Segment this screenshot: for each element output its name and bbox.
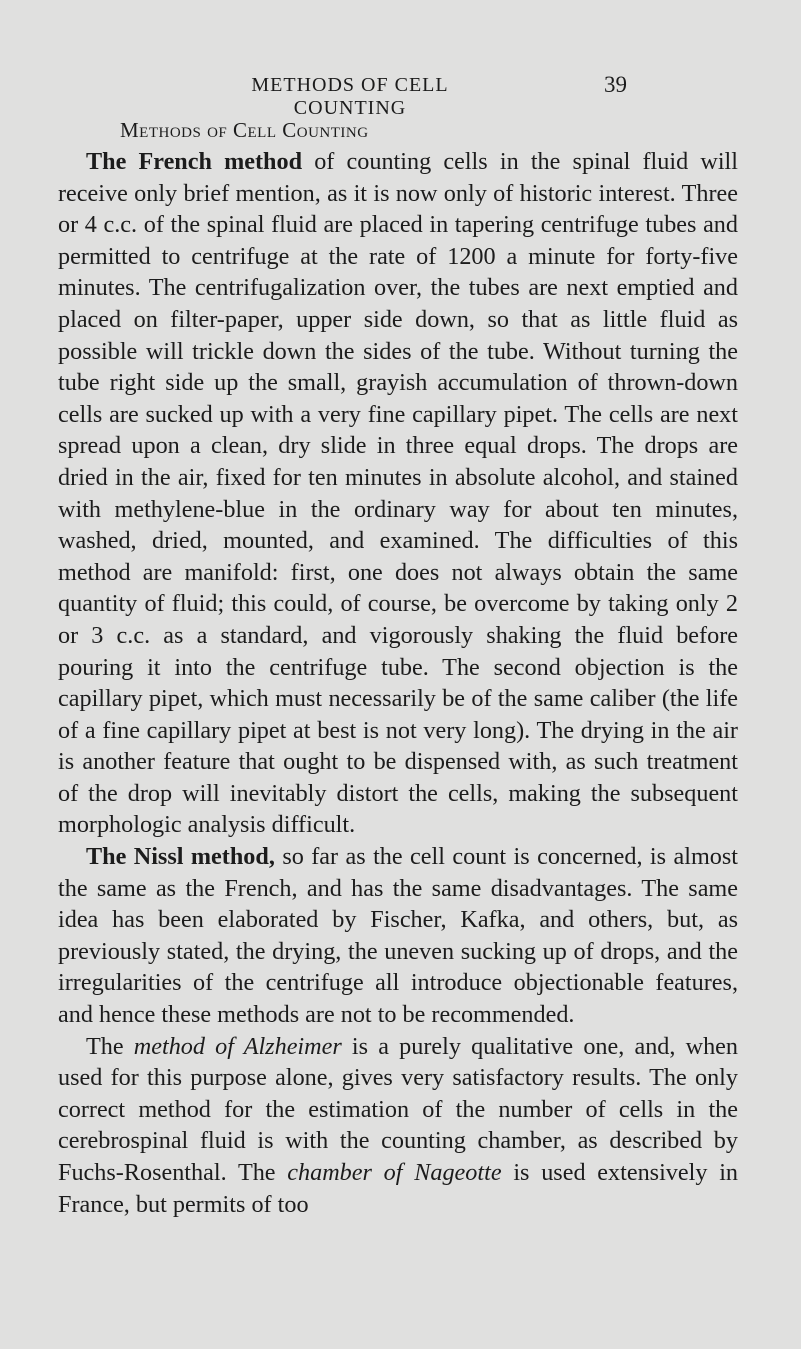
paragraph-lead: The French method <box>86 148 303 175</box>
paragraph-alzheimer-method <box>58 1031 738 1221</box>
paragraph-tail: is used extensively in France, but permits of too <box>58 1159 739 1218</box>
paragraph-text: so far as the cell count is concerned, is almost the same as the French, and has the same disadvantages. The same idea has been elaborated by Fischer, Kafka, and others, but, as previously stated, the drying, the uneven sucking up of drops, and the irregularities of the centrifuge all introduce objectionable features, and hence these methods are not to be recommended. <box>58 843 738 1029</box>
paragraph-text: of counting cells in the spinal fluid will receive only brief mention, as it is now only of historic interest. Three or 4 c.c. of the spinal fluid are placed in tapering centrifuge tubes and permitted to centrifuge at the rate of 1200 a minute for forty-five minutes. The centrifugalization over, the tubes are next emptied and placed on filter-paper, upper side down, so that as little fluid as possible will trickle down the sides of the tube. Without turning the tube right side up the small, grayish accumulation of thrown-down cells are sucked up with a very fine capillary pipet. The cells are next spread upon a clean, dry slide in three equal drops. The drops are dried in the air, fixed for ten minutes in absolute alcohol, and stained with methylene-blue in the ordinary way for about ten minutes, washed, dried, mounted, and examined. The difficulties of this method are manifold: first, one does not always obtain the same quantity of fluid; this could, of course, be overcome by taking only 2 or 3 c.c. as a standard, and vigorously shaking the fluid before pouring it into the centrifuge tube. The second objection is the capillary pipet, which must necessarily be of the same caliber (the life of a fine capillary pipet at best is not very long). The drying in the air is another feature that ought to be dispensed with, as such treatment of the drop will inevitably distort the cells, making the subsequent morphologic analysis difficult. <box>58 148 738 839</box>
paragraph-italic-term: chamber of Nageotte <box>287 1159 502 1186</box>
paragraph-pre: The <box>86 1032 134 1060</box>
paragraph-text: is a purely qualitative one, and, when used for this purpose alone, gives very satisfactory results. The only correct method for the estimation of the number of cells in the cerebrospinal fluid is with the counting chamber, as described by Fuchs-Rosenthal. The <box>58 1032 738 1186</box>
body-text <box>58 146 738 1220</box>
running-head: METHODS OF CELL COUNTING <box>251 74 449 119</box>
section-heading: Methods of Cell Counting <box>120 118 369 142</box>
paragraph-french-method <box>58 146 738 841</box>
paragraph-lead: method of Alzheimer <box>133 1032 342 1060</box>
page-number: 39 <box>604 72 627 97</box>
paragraph-lead: The Nissl method, <box>86 843 275 871</box>
paragraph-nissl-method <box>58 841 738 1031</box>
